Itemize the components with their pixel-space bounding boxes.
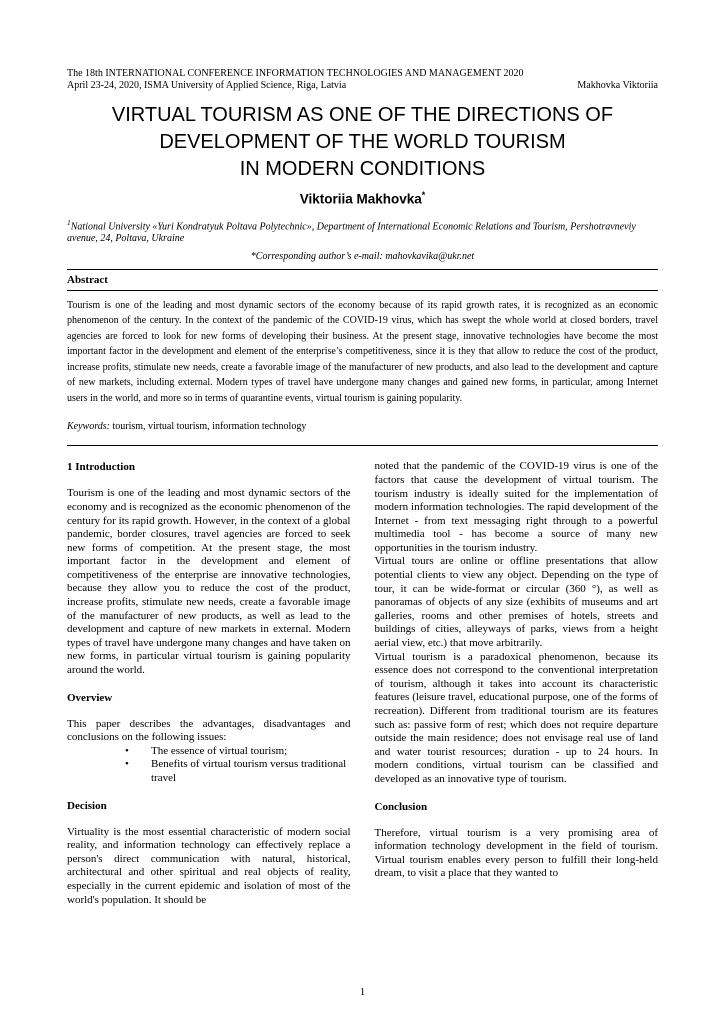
section-heading-decision: Decision — [67, 799, 107, 812]
introduction-paragraph: Tourism is one of the leading and most dynamic sectors of the economy and is recognized as the economic phenomenon of the century for its rapid growth. However, in the context of a global pandemic, border closures, travel agencies are forced to seek new forms of competition. At the present stage, the most important factor in the development and element of competitiveness of the enterprise are innovative technologies, because they allow you to reduce the cost of the product, increase profits, stimulate new needs, create a favorable image of the manufacturer of new products, as well as lead to the development and capture of new markets in external. Modern types of travel have undergone many changes and have taken on new forms, in particular virtual tourism is gaining popularity around the world. — [67, 487, 351, 677]
divider — [67, 269, 658, 270]
author-corresponding-marker: * — [421, 190, 426, 200]
abstract-heading: Abstract — [67, 273, 108, 286]
bullet-item-text: • The essence of virtual tourism; — [151, 744, 288, 757]
overview-bullet-list — [67, 745, 351, 786]
bullet-item-text: • Benefits of virtual tourism versus traditional travel — [151, 758, 347, 785]
decision-paragraph-continued: noted that the pandemic of the COVID-19 virus is one of the factors that cause the development of virtual tourism. The tourism industry is ideally suited for the implementation of modern information technologies. The rapid development of the Internet - from text messaging right through to a powerful multimedia tool - has become a source of many new opportunities in the tourism industry. — [374, 460, 658, 554]
author-name-text: Viktoriia Makhovka — [299, 191, 422, 207]
keywords-text: tourism, virtual tourism, information technology — [112, 421, 307, 433]
author-name — [67, 187, 658, 208]
page-number: 1 — [359, 986, 366, 998]
two-column-body — [67, 460, 658, 907]
right-column — [375, 460, 659, 907]
section-heading-conclusion: Conclusion — [374, 800, 428, 813]
left-column — [67, 460, 351, 907]
conference-venue-line: April 23-24, 2020, ISMA University of Applied Science, Riga, Latvia — [67, 80, 347, 91]
running-header — [67, 68, 658, 92]
divider — [67, 445, 658, 446]
keywords-label: Keywords: — [67, 421, 110, 433]
list-item — [67, 758, 351, 785]
section-heading-introduction: 1 Introduction — [67, 461, 135, 474]
running-author-name: Makhovka Viktoriia — [577, 80, 658, 91]
conclusion-paragraph: Therefore, virtual tourism is a very promising area of information technology development in the field of tourism. Virtual tourism enables every person to fulfill their long-held dream, to visit a place that they wanted to — [374, 826, 658, 880]
affiliation-text: National University «Yuri Kondratyuk Poltava Polytechnic», Department of International Economic Relations and Tourism, Pershotravneviy avenue, 24, Poltava, Ukraine — [67, 220, 636, 245]
paper-title-line: IN MODERN CONDITIONS — [239, 158, 486, 180]
paper-title — [67, 102, 658, 183]
affiliation-marker: 1 — [67, 217, 71, 227]
decision-paragraph-continued: Virtual tours are online or offline presentations that allow potential clients to view any object. Depending on the type of tour, it can be wide-format or circular (360 °), as well as panoramas of objects of any size (exhibits of museums and art galleries, rooms and other premises of hotels, streets and buildings of cities, alleyways of parks, views from a height aerial view, etc.) that move arbitrarily. — [374, 555, 658, 650]
decision-paragraph-continued: Virtual tourism is a paradoxical phenomenon, because its essence does not correspond to the conventional interpretation of tourism, although it takes into account its characteristic features (leisure travel, educational purpose, one of the forms of recreation). Different from traditional tourism are its features such as: passive form of rest; which does not require departure outside the main residence; does not envisage real use of land and water tourist resources; duration - up to 24 hours. In modern conditions, virtual tourism can be classified and developed as an innovative type of tourism. — [374, 650, 658, 785]
abstract-text: Tourism is one of the leading and most dynamic sectors of the economy because of its rapid growth rates, it is recognized as an economic phenomenon of the century. In the context of the pandemic of the COVID-19 virus, which has swept the whole world at closed borders, travel agencies are forced to look for new forms of developing their business. At the present stage, innovative technologies have become the most important factor in the development and element of the enterprise’s competitiveness, since it is they that allow to reduce the cost of the product, increase profits, stimulate new needs, create a favorable image of the manufacturer of new products, and also lead to the development and capture of new markets, including external. Modern types of travel have undergone many changes and gained new forms, in particular, among Internet users in the world, and more so in terms of quarantine events, virtual tourism is gaining popularity. — [67, 299, 658, 404]
divider — [67, 290, 658, 291]
section-heading-overview: Overview — [67, 691, 113, 704]
decision-paragraph: Virtuality is the most essential characteristic of modern social reality, and information technology can effectively replace a person's direct communication with natural, historical, architectural and other spiritual and real objects of reality, especially in the current epidemic and isolation of most of the world's population. It should be — [67, 825, 351, 906]
conference-title-line: The 18th INTERNATIONAL CONFERENCE INFORMATION TECHNOLOGIES AND MANAGEMENT 2020 — [67, 68, 524, 79]
paper-title-line: VIRTUAL TOURISM AS ONE OF THE DIRECTIONS OF — [111, 104, 614, 126]
paper-title-line: DEVELOPMENT OF THE WORLD TOURISM — [159, 131, 566, 153]
overview-paragraph: This paper describes the advantages, disadvantages and conclusions on the following issues: — [67, 717, 351, 744]
affiliation — [67, 217, 658, 246]
corresponding-author-email: *Corresponding author’s e-mail: mahovkavika@ukr.net — [250, 250, 475, 262]
list-item — [67, 745, 351, 759]
keywords-line — [67, 420, 658, 433]
